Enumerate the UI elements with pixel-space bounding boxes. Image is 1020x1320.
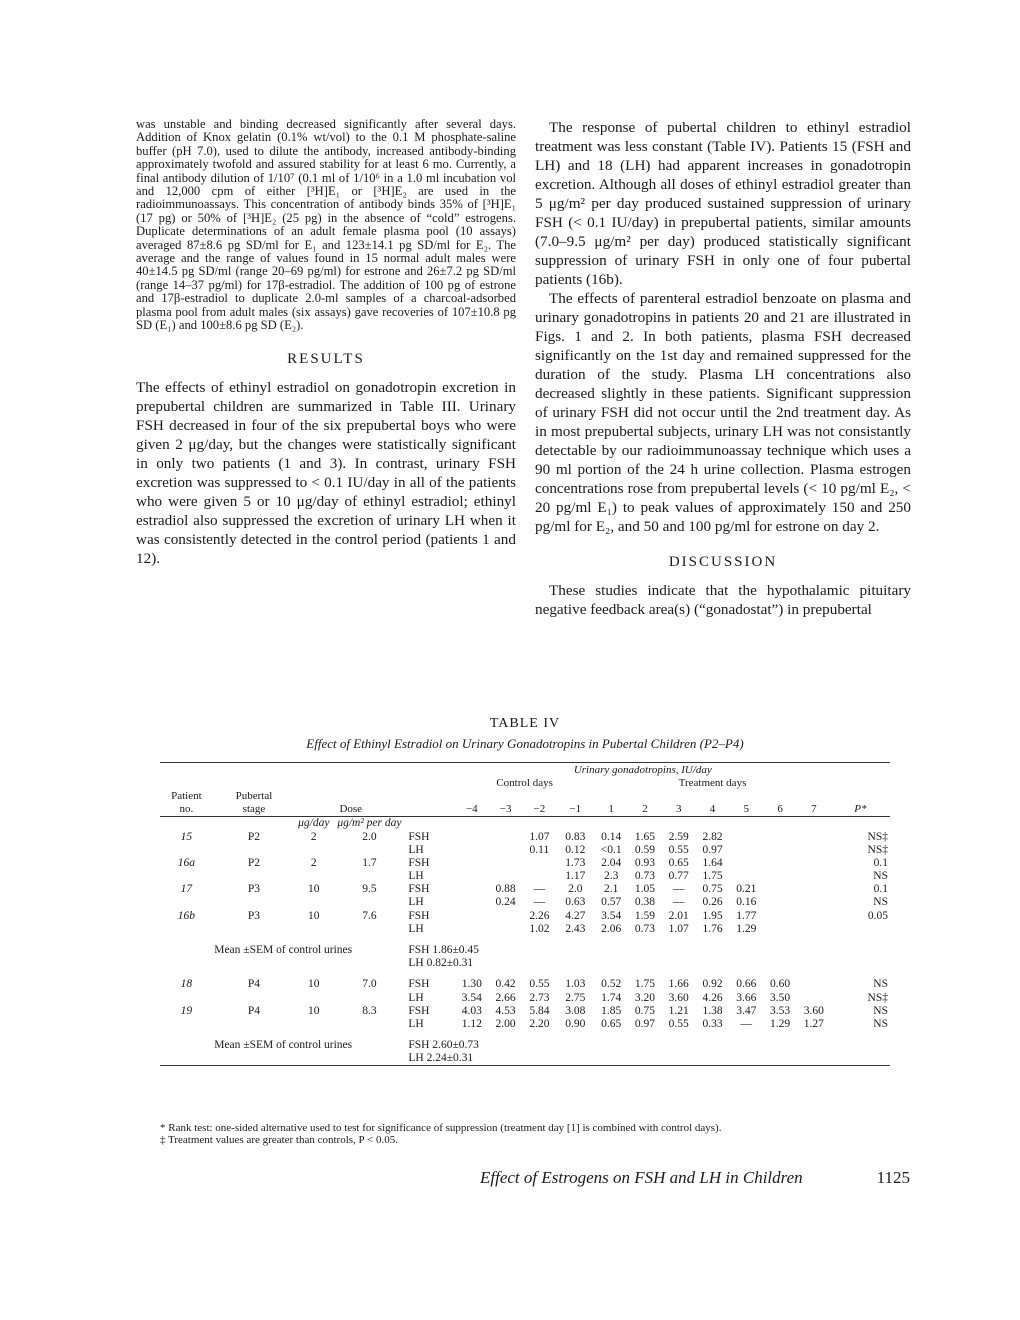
- value-cell: 0.90: [565, 1017, 586, 1030]
- value-cell: 1.02: [529, 922, 550, 935]
- dose-ug-day-cell: 10: [308, 909, 320, 922]
- value-cell: [797, 883, 831, 896]
- p-value-cell: 0.1: [873, 856, 888, 869]
- patient-no-cell: 17: [180, 883, 193, 896]
- patient-no-cell: [160, 1017, 213, 1030]
- value-cell: 1.75: [634, 978, 655, 991]
- value-cell: [763, 843, 797, 856]
- p-value-cell: NS‡: [867, 843, 888, 856]
- hormone-cell: LH: [408, 991, 424, 1004]
- dose-ug-day-cell: [295, 922, 332, 935]
- hormone-cell: FSH: [408, 883, 430, 896]
- value-cell: 1.66: [668, 978, 689, 991]
- running-head: [480, 1168, 910, 1188]
- value-cell: [797, 830, 831, 843]
- header-day: 2: [642, 803, 648, 816]
- header-patient-no: no.: [179, 803, 194, 816]
- value-cell: [455, 883, 489, 896]
- dose-ug-m2-cell: [332, 870, 406, 883]
- dose-ug-m2-cell: 7.6: [362, 909, 377, 922]
- value-cell: 3.54: [601, 909, 622, 922]
- value-cell: 3.60: [668, 991, 689, 1004]
- value-cell: [729, 843, 763, 856]
- table-row: [160, 896, 890, 909]
- patient-no-cell: 18: [180, 978, 193, 991]
- header-patient: Patient: [171, 789, 202, 802]
- value-cell: 0.93: [634, 856, 655, 869]
- value-cell: 2.20: [529, 1017, 550, 1030]
- table-footnotes: [160, 1122, 890, 1146]
- stage-cell: [213, 922, 295, 935]
- units-dose2: μg/m² per day: [337, 817, 402, 830]
- value-cell: [489, 922, 523, 935]
- value-cell: 0.88: [495, 883, 516, 896]
- results-paragraph-2: The response of pubertal children to ethinyl estradiol treatment was less constant (Table IV). Patients 15 (FSH and LH) and 18 (LH) had apparent increases in gonadotropin excretion. Although all doses of ethinyl estradiol greater than 5 μg/m² per day produced sustained suppression of urinary FSH (< 0.1 IU/day) in prepubertal patients, similar amounts (7.0–9.5 μg/m² per day) produced statistically significant suppression of urinary FSH in only one of four pubertal patients (16b).: [535, 119, 911, 288]
- p-value-cell: 0.05: [867, 909, 888, 922]
- dose-ug-m2-cell: 2.0: [362, 830, 377, 843]
- value-cell: [455, 856, 489, 869]
- value-cell: 1.77: [736, 909, 757, 922]
- dose-ug-day-cell: [295, 870, 332, 883]
- value-cell: [455, 909, 489, 922]
- dose-ug-m2-cell: [332, 1017, 406, 1030]
- patient-no-cell: 16a: [177, 856, 196, 869]
- value-cell: 4.53: [495, 1004, 516, 1017]
- table-row: [160, 991, 890, 1004]
- dose-ug-m2-cell: [332, 922, 406, 935]
- value-cell: 2.04: [601, 856, 622, 869]
- value-cell: 0.21: [736, 883, 757, 896]
- header-day: 3: [675, 803, 682, 816]
- value-cell: [729, 856, 763, 869]
- header-day: 1: [608, 803, 614, 816]
- value-cell: 0.38: [634, 896, 655, 909]
- value-cell: 0.75: [634, 1004, 655, 1017]
- value-cell: [797, 856, 831, 869]
- hormone-cell: FSH: [408, 856, 430, 869]
- mean-lh: LH 0.82±0.31: [408, 957, 474, 970]
- value-cell: 0.55: [529, 978, 550, 991]
- value-cell: 3.08: [565, 1004, 586, 1017]
- header-pubertal: Pubertal: [235, 789, 273, 802]
- value-cell: 1.07: [529, 830, 550, 843]
- value-cell: 1.21: [668, 1004, 689, 1017]
- value-cell: 1.05: [634, 883, 655, 896]
- value-cell: [729, 870, 763, 883]
- value-cell: —: [672, 883, 685, 896]
- table-label: TABLE IV: [489, 716, 561, 731]
- value-cell: 0.83: [565, 830, 586, 843]
- value-cell: —: [672, 896, 685, 909]
- value-cell: 3.20: [634, 991, 655, 1004]
- table-caption: Effect of Ethinyl Estradiol on Urinary Gonadotropins in Pubertal Children (P2–P4): [306, 736, 744, 751]
- value-cell: [763, 896, 797, 909]
- header-day: −1: [569, 803, 582, 816]
- value-cell: [489, 843, 523, 856]
- value-cell: [763, 830, 797, 843]
- value-cell: 0.66: [736, 978, 757, 991]
- value-cell: [455, 843, 489, 856]
- value-cell: [489, 830, 523, 843]
- value-cell: 3.50: [770, 991, 791, 1004]
- results-paragraph-3: The effects of parenteral estradiol benzoate on plasma and urinary gonadotropins in patients 20 and 21 are illustrated in Figs. 1 and 2. In both patients, plasma FSH decreased significantly on the 1st day and remained suppressed for the duration of the study. Plasma LH concentrations also decreased slightly in these patients. Significant suppression of urinary FSH did not occur until the 2nd treatment day. As in most prepubertal subjects, urinary LH was not consistantly detectable by our radioimmunoassay technique which uses a 90 ml portion of the 24 h urine collection. Plasma estrogen concentrations rose from prepubertal levels (< 10 pg/ml E₂, < 20 pg/ml E₁) to peak values of approximately 150 and 250 pg/ml for E₂, and 50 and 100 pg/ml for estrone on day 2.: [535, 290, 911, 535]
- value-cell: [763, 883, 797, 896]
- value-cell: [455, 830, 489, 843]
- dose-ug-m2-cell: [332, 991, 406, 1004]
- value-cell: 1.29: [736, 922, 757, 935]
- dose-ug-day-cell: 10: [308, 883, 320, 896]
- value-cell: 0.12: [565, 843, 586, 856]
- stage-cell: P4: [247, 1004, 261, 1017]
- value-cell: 1.30: [461, 978, 482, 991]
- value-cell: 0.55: [668, 1017, 689, 1030]
- value-cell: [797, 909, 831, 922]
- dose-ug-day-cell: [295, 896, 332, 909]
- dose-ug-day-cell: [295, 991, 332, 1004]
- hormone-cell: LH: [408, 1017, 424, 1030]
- stage-cell: [213, 896, 295, 909]
- value-cell: 1.65: [634, 830, 655, 843]
- value-cell: 0.65: [668, 856, 689, 869]
- value-cell: 3.66: [736, 991, 757, 1004]
- table-row: [160, 856, 890, 869]
- stage-cell: P2: [247, 856, 261, 869]
- dose-ug-m2-cell: 9.5: [362, 883, 377, 896]
- value-cell: 1.27: [803, 1017, 824, 1030]
- value-cell: [489, 909, 523, 922]
- value-cell: 0.73: [634, 922, 655, 935]
- dose-ug-m2-cell: [332, 896, 406, 909]
- value-cell: [797, 870, 831, 883]
- p-value-cell: NS‡: [867, 991, 888, 1004]
- p-value-cell: NS: [873, 1017, 888, 1030]
- value-cell: 4.27: [565, 909, 586, 922]
- stage-cell: P3: [247, 883, 261, 896]
- value-cell: 0.33: [702, 1017, 723, 1030]
- stage-cell: [213, 1017, 295, 1030]
- p-value-cell: NS: [873, 1004, 888, 1017]
- value-cell: 0.24: [495, 896, 516, 909]
- value-cell: [522, 870, 556, 883]
- value-cell: 2.1: [603, 883, 619, 896]
- hormone-cell: FSH: [408, 830, 430, 843]
- value-cell: 2.01: [668, 909, 689, 922]
- header-group: Urinary gonadotropins, IU/day: [573, 763, 712, 776]
- table-iv: [160, 716, 890, 1066]
- value-cell: [763, 870, 797, 883]
- value-cell: [455, 922, 489, 935]
- dose-ug-m2-cell: 1.7: [362, 856, 377, 869]
- value-cell: 3.60: [803, 1004, 824, 1017]
- table-row: [160, 978, 890, 991]
- value-cell: 1.17: [565, 870, 586, 883]
- value-cell: 3.53: [770, 1004, 791, 1017]
- value-cell: 1.12: [461, 1017, 482, 1030]
- running-head-title: Effect of Estrogens on FSH and LH in Children: [480, 1168, 803, 1187]
- units-dose1: μg/day: [298, 817, 330, 830]
- header-day: 5: [743, 803, 750, 816]
- patient-no-cell: 19: [180, 1004, 193, 1017]
- table-row: [160, 830, 890, 843]
- patient-no-cell: [160, 896, 213, 909]
- results-heading: RESULTS: [287, 350, 365, 367]
- value-cell: 0.11: [529, 843, 550, 856]
- table-row: [160, 922, 890, 935]
- value-cell: 2.26: [529, 909, 550, 922]
- footnote-greater: ‡ Treatment values are greater than controls, P < 0.05.: [160, 1134, 398, 1146]
- value-cell: [797, 922, 831, 935]
- value-cell: 0.59: [634, 843, 655, 856]
- dose-ug-day-cell: [295, 1017, 332, 1030]
- hormone-cell: FSH: [408, 909, 430, 922]
- header-p: P*: [854, 803, 867, 816]
- value-cell: 0.73: [634, 870, 655, 883]
- p-value-cell: NS: [873, 896, 888, 909]
- left-column: [136, 118, 516, 568]
- stage-cell: P4: [247, 978, 261, 991]
- value-cell: 2.82: [702, 830, 723, 843]
- header-day: 4: [709, 803, 716, 816]
- value-cell: 2.59: [668, 830, 689, 843]
- value-cell: 2.73: [529, 991, 550, 1004]
- value-cell: 0.26: [702, 896, 723, 909]
- dose-ug-day-cell: 10: [308, 978, 320, 991]
- mean-block-1: [160, 935, 890, 977]
- results-paragraph: The effects of ethinyl estradiol on gonadotropin excretion in prepubertal children are summarized in Table III. Urinary FSH decreased in four of the six prepubertal boys who were given 2 μg/day, but the changes were statistically significant in only two patients (1 and 3). In contrast, urinary FSH excretion was suppressed to < 0.1 IU/day in all of the patients who were given 5 or 10 μg/day of ethinyl estradiol; ethinyl estradiol also suppressed the excretion of urinary LH when it was consistently detected in the control period (patients 1 and 12).: [136, 378, 516, 567]
- header-control: Control days: [496, 776, 553, 789]
- patient-no-cell: [160, 991, 213, 1004]
- value-cell: [797, 843, 831, 856]
- value-cell: 2.0: [568, 883, 583, 896]
- value-cell: 0.55: [668, 843, 689, 856]
- value-cell: [763, 922, 797, 935]
- header-day: 7: [811, 803, 817, 816]
- value-cell: [797, 978, 831, 991]
- dose-ug-m2-cell: 8.3: [362, 1004, 377, 1017]
- dose-ug-m2-cell: 7.0: [362, 978, 377, 991]
- stage-cell: [213, 991, 295, 1004]
- patient-no-cell: [160, 922, 213, 935]
- hormone-cell: LH: [408, 896, 424, 909]
- table-body-1: [160, 816, 890, 935]
- value-cell: 1.76: [702, 922, 723, 935]
- value-cell: 1.85: [601, 1004, 622, 1017]
- value-cell: 4.26: [702, 991, 723, 1004]
- table-row: [160, 883, 890, 896]
- stage-cell: P3: [247, 909, 261, 922]
- value-cell: [729, 830, 763, 843]
- value-cell: 0.14: [601, 830, 622, 843]
- p-value-cell: NS‡: [867, 830, 888, 843]
- p-value-cell: 0.1: [873, 883, 888, 896]
- value-cell: 0.42: [495, 978, 516, 991]
- discussion-paragraph: These studies indicate that the hypothalamic pituitary negative feedback area(s) (“gonadostat”) in prepubertal: [535, 582, 911, 618]
- value-cell: 2.00: [495, 1017, 516, 1030]
- footnote-rank-test: * Rank test: one-sided alternative used to test for significance of suppression (treatment day [1] is combined with control days).: [160, 1122, 722, 1134]
- value-cell: 0.77: [668, 870, 689, 883]
- methods-paragraph: was unstable and binding decreased significantly after several days. Addition of Knox gelatin (0.1% wt/vol) to the 0.1 M phosphate-saline buffer (pH 7.0), used to dilute the antibody, increased antibody-binding approximately twofold and assured stability for at least 6 mo. Currently, a final antibody dilution of 1/10⁷ (0.1 ml of 1/10⁶ in a 1.0 ml incubation vol and 12,000 cpm of either [³H]E₁ or [³H]E₂ are used in the radioimmunoassays. This concentration of antibody binds 35% of [³H]E₁ (17 pg) or 50% of [³H]E₂ (25 pg) in the absence of “cold” estrogens. Duplicate determinations of an adult female plasma pool (10 assays) averaged 87±8.6 pg SD/ml for E₁ and 123±14.1 pg SD/ml for E₂. The average and the range of values found in 15 normal adult males were 40±14.5 pg SD/ml (range 20–69 pg/ml) for estrone and 26±7.2 pg SD/ml (range 14–37 pg/ml) for 17β-estradiol. The addition of 100 pg of estrone and 17β-estradiol to duplicate 2.0-ml samples of a charcoal-adsorbed plasma pool from adult males (six assays) gave recoveries of 107±10.8 pg SD (E₁) and 100±8.6 pg SD (E₂).: [136, 117, 516, 333]
- hormone-cell: LH: [408, 870, 424, 883]
- p-value-cell: NS: [873, 978, 888, 991]
- value-cell: [763, 856, 797, 869]
- mean-label: Mean ±SEM of control urines: [214, 1039, 353, 1052]
- value-cell: 2.43: [565, 922, 586, 935]
- value-cell: 0.16: [736, 896, 757, 909]
- dose-ug-day-cell: 10: [308, 1004, 320, 1017]
- value-cell: 1.74: [601, 991, 622, 1004]
- value-cell: [455, 870, 489, 883]
- stage-cell: [213, 870, 295, 883]
- value-cell: [522, 856, 556, 869]
- header-day: −3: [499, 803, 512, 816]
- value-cell: 0.57: [601, 896, 622, 909]
- discussion-heading: DISCUSSION: [668, 554, 778, 570]
- stage-cell: [213, 843, 295, 856]
- p-value-cell: [831, 922, 890, 935]
- mean-block-2: [160, 1031, 890, 1066]
- page-number: 1125: [876, 1168, 910, 1187]
- value-cell: [455, 896, 489, 909]
- table-head: [160, 763, 890, 817]
- table-row: [160, 909, 890, 922]
- value-cell: 0.97: [702, 843, 723, 856]
- right-column: [535, 118, 911, 619]
- value-cell: 1.73: [565, 856, 586, 869]
- hormone-cell: FSH: [408, 978, 430, 991]
- header-dose: Dose: [339, 803, 363, 816]
- value-cell: 2.75: [565, 991, 586, 1004]
- stage-cell: P2: [247, 830, 261, 843]
- value-cell: 2.3: [603, 870, 619, 883]
- value-cell: 0.75: [702, 883, 723, 896]
- header-treatment: Treatment days: [678, 776, 747, 789]
- value-cell: —: [533, 896, 546, 909]
- header-day: 6: [777, 803, 783, 816]
- value-cell: 1.03: [565, 978, 586, 991]
- value-cell: —: [533, 883, 546, 896]
- value-cell: 5.84: [529, 1004, 550, 1017]
- header-day: −4: [465, 803, 478, 816]
- hormone-cell: LH: [408, 922, 424, 935]
- value-cell: 1.07: [668, 922, 689, 935]
- value-cell: 2.06: [601, 922, 622, 935]
- hormone-cell: LH: [408, 843, 424, 856]
- header-stage: stage: [242, 803, 266, 816]
- dose-ug-day-cell: 2: [310, 830, 317, 843]
- p-value-cell: NS: [873, 870, 888, 883]
- value-cell: [797, 896, 831, 909]
- value-cell: [489, 856, 523, 869]
- table-row: [160, 843, 890, 856]
- header-day: −2: [533, 803, 546, 816]
- data-table: [160, 762, 890, 1066]
- value-cell: 1.29: [770, 1017, 791, 1030]
- value-cell: 1.64: [702, 856, 723, 869]
- value-cell: 0.65: [601, 1017, 622, 1030]
- patient-no-cell: [160, 870, 213, 883]
- mean-label: Mean ±SEM of control urines: [214, 944, 353, 957]
- patient-no-cell: 16b: [177, 909, 196, 922]
- patient-no-cell: [160, 843, 213, 856]
- dose-ug-day-cell: 2: [310, 856, 317, 869]
- table-row: [160, 1004, 890, 1017]
- table-row: [160, 1017, 890, 1030]
- value-cell: 0.60: [770, 978, 791, 991]
- mean-fsh: FSH 2.60±0.73: [408, 1039, 479, 1052]
- value-cell: —: [740, 1017, 753, 1030]
- value-cell: 0.52: [601, 978, 622, 991]
- value-cell: <0.1: [600, 843, 622, 856]
- value-cell: 4.03: [461, 1004, 482, 1017]
- value-cell: 3.54: [461, 991, 482, 1004]
- hormone-cell: FSH: [408, 1004, 430, 1017]
- value-cell: 1.59: [634, 909, 655, 922]
- value-cell: 0.92: [702, 978, 723, 991]
- value-cell: 2.66: [495, 991, 516, 1004]
- value-cell: 0.63: [565, 896, 586, 909]
- mean-fsh: FSH 1.86±0.45: [408, 944, 479, 957]
- value-cell: [489, 870, 523, 883]
- value-cell: [763, 909, 797, 922]
- dose-ug-day-cell: [295, 843, 332, 856]
- value-cell: 3.47: [736, 1004, 757, 1017]
- table-row: [160, 870, 890, 883]
- value-cell: 0.97: [634, 1017, 655, 1030]
- value-cell: [797, 991, 831, 1004]
- dose-ug-m2-cell: [332, 843, 406, 856]
- value-cell: 1.75: [702, 870, 723, 883]
- value-cell: 1.95: [702, 909, 723, 922]
- value-cell: 1.38: [702, 1004, 723, 1017]
- table-body-2: [160, 978, 890, 1031]
- mean-lh: LH 2.24±0.31: [408, 1052, 474, 1065]
- patient-no-cell: 15: [180, 830, 193, 843]
